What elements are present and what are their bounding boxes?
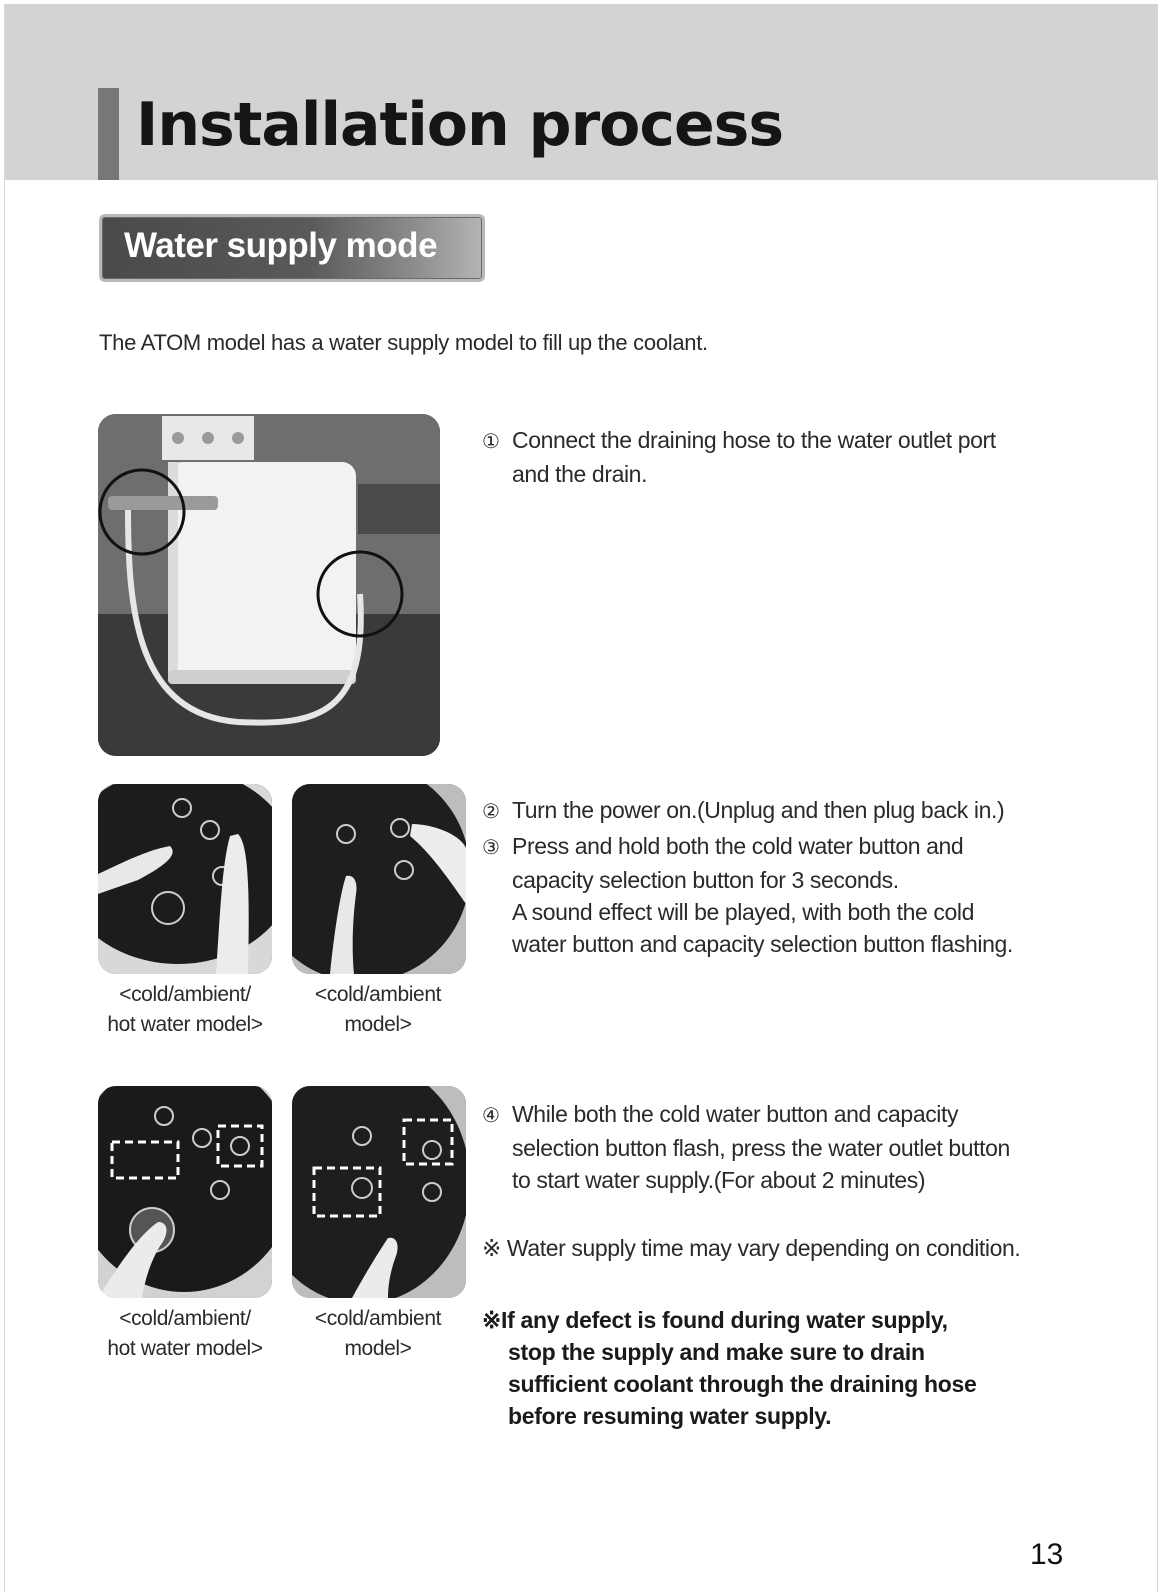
step-text: to start water supply.(For about 2 minutes) [512,1167,926,1193]
step-number: ① [482,431,500,453]
caption-line: model> [344,1337,412,1360]
caption-hot-model-2 [98,1304,272,1364]
caption-line: <cold/ambient [314,1307,442,1330]
warning-text: If any defect is found during water supply, [500,1307,948,1333]
step-4 [482,1098,1122,1196]
supply-time-note: ※ Water supply time may vary depending on condition. [482,1235,1021,1261]
caption-line: <cold/ambient [314,983,442,1006]
photo-panel-hot-model-outlet [98,1086,272,1298]
defect-warning [482,1304,1102,1432]
step-text: Connect the draining hose to the water outlet port [512,427,996,453]
step-text: While both the cold water button and capacity [512,1101,959,1127]
photo-panel-cold-model-power [292,784,466,974]
intro-text: The ATOM model has a water supply model to fill up the coolant. [99,330,708,355]
caption-line: hot water model> [107,1013,263,1036]
header-accent-bar [98,88,119,180]
page-number: 13 [1030,1538,1064,1571]
step-text: selection button flash, press the water outlet button [512,1135,1010,1161]
step-2 [482,794,1122,828]
photo-panel-hot-model-power [98,784,272,974]
caption-line: <cold/ambient/ [119,1307,251,1330]
warning-text: sufficient coolant through the draining hose [508,1371,977,1397]
caption-line: hot water model> [107,1337,263,1360]
photo-panel-cold-model-outlet [292,1086,466,1298]
caption-hot-model-1 [98,980,272,1040]
section-title: Water supply mode [124,226,438,265]
step-number: ② [482,801,500,823]
step-text: Turn the power on.(Unplug and then plug back in.) [512,797,1005,823]
step-text: A sound effect will be played, with both the cold [512,899,975,925]
caption-cold-model-1 [290,980,466,1040]
page-title: Installation process [136,90,784,160]
step-1 [482,424,1102,490]
warning-mark: ※ [482,1307,501,1333]
warning-text: stop the supply and make sure to drain [508,1339,925,1365]
warning-text: before resuming water supply. [508,1403,832,1429]
caption-line: <cold/ambient/ [119,983,251,1006]
step-text: capacity selection button for 3 seconds. [512,867,899,893]
photo-purifier-hose [98,414,440,756]
step-number: ④ [482,1105,500,1127]
caption-cold-model-2 [290,1304,466,1364]
step-number: ③ [482,837,500,859]
step-text: and the drain. [512,461,648,487]
step-3 [482,830,1122,960]
step-text: Press and hold both the cold water button and [512,833,964,859]
caption-line: model> [344,1013,412,1036]
step-text: water button and capacity selection button flashing. [512,931,1013,957]
